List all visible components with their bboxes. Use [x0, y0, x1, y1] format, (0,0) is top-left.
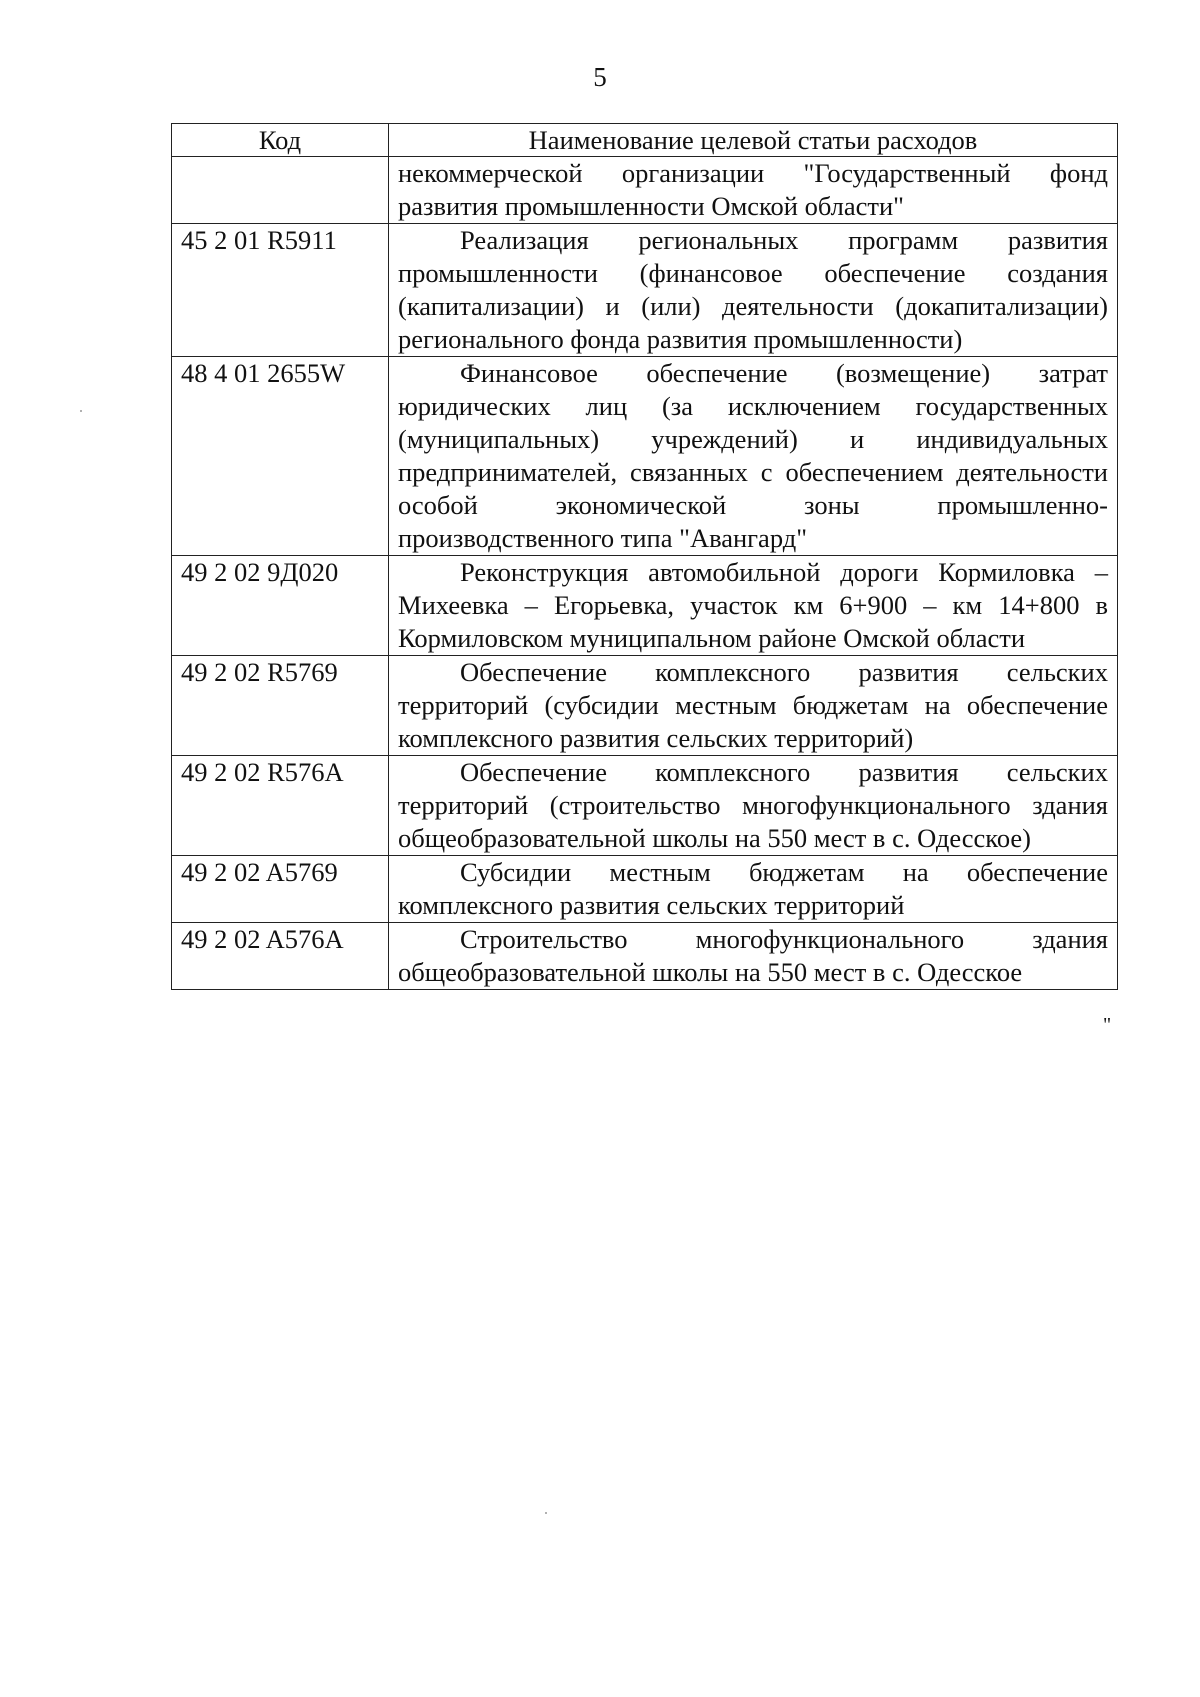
header-name: Наименование целевой статьи расходов — [389, 124, 1118, 157]
table-header-row — [172, 124, 1118, 157]
row-name — [389, 923, 1118, 990]
row-name-text: Финансовое обеспечение (возмещение) затрат юридических лиц (за исключением государственных (муниципальных) учреждений) и индивидуальных предпринимателей, связанных с обеспечением деятельности особой экономической зоны промышленно-производственного типа "Авангард" — [398, 358, 1108, 553]
table-row — [172, 856, 1118, 923]
row-name — [389, 556, 1118, 656]
table-body — [172, 157, 1118, 990]
table-row — [172, 357, 1118, 556]
header-code: Код — [172, 124, 389, 157]
closing-quote: " — [1103, 1014, 1112, 1036]
row-code: 48 4 01 2655W — [172, 357, 389, 556]
row-name — [389, 856, 1118, 923]
row-name-text: некоммерческой организации "Государственный фонд развития промышленности Омской области" — [398, 158, 1108, 221]
row-name-text: Реализация региональных программ развития промышленности (финансовое обеспечение создания (капитализации) и (или) деятельности (докапитализации) регионального фонда развития промышленности) — [398, 225, 1108, 354]
scan-speck — [80, 410, 82, 412]
row-code — [172, 157, 389, 224]
row-name — [389, 656, 1118, 756]
table-row — [172, 656, 1118, 756]
row-code: 49 2 02 R576A — [172, 756, 389, 856]
row-name — [389, 157, 1118, 224]
row-name — [389, 224, 1118, 357]
table-row — [172, 157, 1118, 224]
scan-speck — [545, 1512, 547, 1514]
row-code: 49 2 02 9Д020 — [172, 556, 389, 656]
budget-code-table — [171, 123, 1118, 990]
row-name-text: Обеспечение комплексного развития сельских территорий (строительство многофункционального здания общеобразовательной школы на 550 мест в с. Одесское) — [398, 757, 1108, 853]
row-code: 45 2 01 R5911 — [172, 224, 389, 357]
row-name-text: Строительство многофункционального здания общеобразовательной школы на 550 мест в с. Одесское — [398, 924, 1108, 987]
row-code: 49 2 02 A576A — [172, 923, 389, 990]
row-code: 49 2 02 R5769 — [172, 656, 389, 756]
row-name-text: Обеспечение комплексного развития сельских территорий (субсидии местным бюджетам на обеспечение комплексного развития сельских территорий) — [398, 657, 1108, 753]
row-name-text: Реконструкция автомобильной дороги Кормиловка – Михеевка – Егорьевка, участок км 6+900 – км 14+800 в Кормиловском муниципальном районе Омской области — [398, 557, 1108, 653]
table-row — [172, 756, 1118, 856]
row-name — [389, 756, 1118, 856]
page-number: 5 — [593, 62, 607, 92]
table-row — [172, 556, 1118, 656]
row-code: 49 2 02 A5769 — [172, 856, 389, 923]
table-row — [172, 224, 1118, 357]
row-name — [389, 357, 1118, 556]
row-name-text: Субсидии местным бюджетам на обеспечение комплексного развития сельских территорий — [398, 857, 1108, 920]
table-row — [172, 923, 1118, 990]
